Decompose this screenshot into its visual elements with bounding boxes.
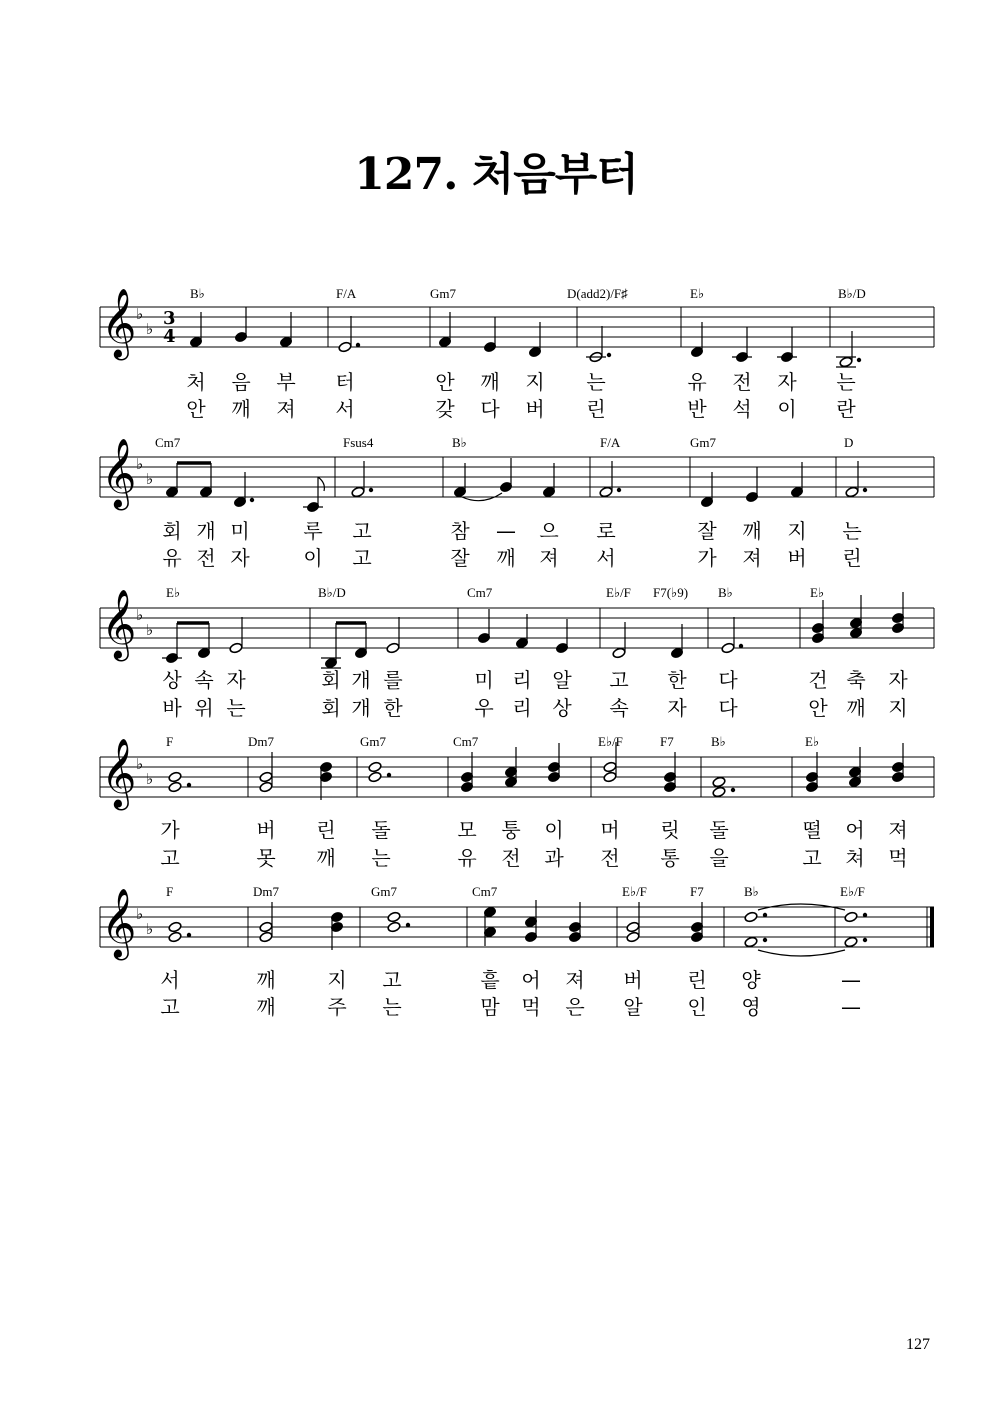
lyric: 돌 (709, 818, 729, 842)
flat-icon: ♭ (136, 905, 144, 923)
notes (162, 592, 905, 669)
lyric: 으 (539, 519, 559, 543)
chord: Gm7 (430, 286, 456, 301)
treble-clef-icon: 𝄞 (101, 438, 137, 508)
lyric: 다 (718, 668, 738, 692)
staff-lines (100, 307, 934, 347)
lyric: 는 (842, 519, 862, 543)
lyric: 안 (435, 370, 455, 394)
lyric: 잘 (450, 546, 470, 570)
lyric: 지 (888, 696, 908, 720)
lyric: 전 (501, 846, 521, 870)
lyric: 깨 (316, 846, 336, 870)
flat-icon: ♭ (146, 770, 154, 788)
lyric: 주 (327, 995, 347, 1019)
lyric: 바 (162, 696, 182, 720)
lyric: 버 (256, 818, 276, 842)
flat-icon: ♭ (146, 621, 154, 639)
lyric: 린 (842, 546, 862, 570)
chord: F7 (660, 734, 674, 749)
system-3 (100, 585, 934, 720)
lyric: 맘 (480, 995, 500, 1019)
lyric: 버 (525, 397, 545, 421)
lyric: — (841, 995, 861, 1019)
lyric: 쳐 (845, 846, 865, 870)
lyric: 이 (303, 546, 323, 570)
lyric: 리 (512, 668, 532, 692)
lyric: 고 (352, 519, 372, 543)
lyric: 터 (335, 370, 355, 394)
chord: F (166, 884, 174, 899)
flat-icon: ♭ (146, 920, 154, 938)
chord-symbols (166, 585, 824, 600)
system-1 (100, 286, 934, 421)
lyric: 처 (186, 370, 206, 394)
system-2 (100, 435, 934, 570)
lyric: 자 (777, 370, 797, 394)
lyric: 어 (845, 818, 865, 842)
lyric: 자 (230, 546, 250, 570)
flat-icon: ♭ (136, 455, 144, 473)
lyric: 란 (836, 397, 856, 421)
lyrics-verse-1 (160, 968, 861, 992)
lyric: 자 (888, 668, 908, 692)
lyric: 축 (846, 668, 866, 692)
lyric: 고 (609, 668, 629, 692)
lyric: 린 (316, 818, 336, 842)
lyric: 고 (352, 546, 372, 570)
lyric: 고 (160, 995, 180, 1019)
chord: Dm7 (253, 884, 279, 899)
lyric: 못 (256, 846, 276, 870)
lyric: 릿 (660, 818, 680, 842)
lyric: 지 (787, 519, 807, 543)
flat-icon: ♭ (146, 470, 154, 488)
chord: B♭ (718, 585, 733, 600)
lyric: 지 (327, 968, 347, 992)
lyric: 린 (687, 968, 707, 992)
lyric: 를 (383, 668, 403, 692)
chord: Cm7 (472, 884, 498, 899)
chord: B♭ (190, 286, 205, 301)
treble-clef-icon: 𝄞 (101, 888, 137, 958)
lyric: 상 (162, 668, 182, 692)
lyric: 영 (741, 995, 761, 1019)
lyric: 회 (162, 519, 182, 543)
chord-symbols (166, 884, 865, 899)
lyric: 반 (687, 397, 707, 421)
lyric: 위 (194, 696, 214, 720)
lyric: 가 (160, 818, 180, 842)
lyric: 안 (186, 397, 206, 421)
chord: Gm7 (690, 435, 716, 450)
chord: B♭/D (318, 585, 346, 600)
lyric: 잘 (697, 519, 717, 543)
time-signature-bottom: 4 (163, 326, 176, 347)
lyric: 리 (512, 696, 532, 720)
lyric: 모 (457, 818, 477, 842)
lyric: 자 (226, 668, 246, 692)
lyric: 서 (335, 397, 355, 421)
chord: B♭/D (838, 286, 866, 301)
chord: B♭ (452, 435, 467, 450)
lyric: 은 (565, 995, 585, 1019)
chord: Cm7 (467, 585, 493, 600)
lyric: 어 (521, 968, 541, 992)
lyric: 다 (480, 397, 500, 421)
lyric: 떨 (802, 818, 822, 842)
lyric: 버 (623, 968, 643, 992)
chord: F7(♭9) (653, 585, 689, 600)
lyric: 로 (596, 519, 616, 543)
lyric: 양 (741, 968, 761, 992)
lyric: 이 (544, 818, 564, 842)
time-signature-top: 3 (163, 308, 176, 329)
notes (168, 742, 905, 800)
lyric: 는 (382, 995, 402, 1019)
lyrics-verse-1 (162, 668, 908, 692)
lyric: 속 (194, 668, 214, 692)
lyrics-verse-2 (160, 846, 907, 870)
lyric: 상 (552, 696, 572, 720)
chord: E♭/F (840, 884, 865, 899)
chord: D (844, 435, 854, 450)
staff-lines (100, 907, 934, 947)
chord-symbols (166, 734, 819, 749)
lyric: 알 (623, 995, 643, 1019)
lyric: 고 (382, 968, 402, 992)
lyric: 부 (276, 370, 296, 394)
lyric: 한 (667, 668, 687, 692)
page-number: 127 (906, 1336, 930, 1353)
lyric: 서 (160, 968, 180, 992)
lyric: 개 (351, 668, 371, 692)
lyric: 음 (231, 370, 251, 394)
lyric: 통 (660, 846, 680, 870)
lyric: 머 (600, 818, 620, 842)
lyric: 을 (709, 846, 729, 870)
lyric: 유 (687, 370, 707, 394)
chord: D(add2)/F♯ (567, 286, 628, 301)
lyrics-verse-2 (160, 995, 861, 1019)
lyric: 유 (457, 846, 477, 870)
staff-lines (100, 457, 934, 497)
lyric: 깨 (480, 370, 500, 394)
lyric: 다 (718, 696, 738, 720)
lyric: 서 (596, 546, 616, 570)
lyric: 고 (802, 846, 822, 870)
lyric: 는 (226, 696, 246, 720)
flat-icon: ♭ (136, 755, 144, 773)
lyric: 흩 (480, 968, 500, 992)
lyric: 루 (303, 519, 323, 543)
lyrics-verse-1 (162, 519, 861, 543)
lyrics-verse-2 (162, 696, 907, 720)
lyrics-verse-2 (186, 397, 856, 421)
lyric: 개 (196, 519, 216, 543)
lyric: 회 (321, 696, 341, 720)
lyric: 전 (732, 370, 752, 394)
chord: E♭/F (622, 884, 647, 899)
lyric: — (841, 968, 861, 992)
treble-clef-icon: 𝄞 (101, 738, 137, 808)
lyric: 고 (160, 846, 180, 870)
lyric: 유 (162, 546, 182, 570)
chord: Cm7 (155, 435, 181, 450)
chord: Fsus4 (343, 435, 374, 450)
lyrics-verse-2 (162, 546, 861, 570)
lyric: 져 (539, 546, 559, 570)
lyric: 전 (600, 846, 620, 870)
chord: F (166, 734, 174, 749)
song-title: 127. 처음부터 (354, 149, 638, 200)
lyric: 갖 (435, 397, 455, 421)
chord: E♭ (166, 585, 181, 600)
lyrics-verse-1 (160, 818, 907, 842)
lyric: 우 (474, 696, 494, 720)
notes (168, 900, 867, 956)
chord-symbols (155, 435, 853, 450)
lyric: 깨 (496, 546, 516, 570)
lyric: 져 (276, 397, 296, 421)
lyric: 가 (697, 546, 717, 570)
lyric: 알 (552, 668, 572, 692)
lyric: 깨 (256, 968, 276, 992)
chord: F/A (336, 286, 357, 301)
notes (165, 458, 866, 513)
chord: E♭ (805, 734, 820, 749)
lyric: 버 (787, 546, 807, 570)
lyric: 이 (777, 397, 797, 421)
chord: E♭ (810, 585, 825, 600)
treble-clef-icon: 𝄞 (101, 589, 137, 659)
lyric: 린 (586, 397, 606, 421)
chord: Gm7 (371, 884, 397, 899)
lyric: 미 (474, 668, 494, 692)
chord: E♭/F (606, 585, 631, 600)
chord: B♭ (744, 884, 759, 899)
lyric: 회 (321, 668, 341, 692)
lyric: — (496, 519, 516, 543)
lyric: 한 (383, 696, 403, 720)
lyric: 건 (808, 668, 828, 692)
lyric: 깨 (231, 397, 251, 421)
lyric: 져 (888, 818, 908, 842)
lyric: 지 (525, 370, 545, 394)
lyric: 깨 (846, 696, 866, 720)
lyric: 돌 (371, 818, 391, 842)
chord: Gm7 (360, 734, 386, 749)
flat-icon: ♭ (136, 606, 144, 624)
lyric: 퉁 (501, 818, 521, 842)
lyrics-verse-1 (186, 370, 855, 394)
lyric: 과 (544, 846, 564, 870)
chord: F7 (690, 884, 704, 899)
lyric: 는 (586, 370, 606, 394)
lyric: 먹 (888, 846, 908, 870)
lyric: 먹 (521, 995, 541, 1019)
chord: Dm7 (248, 734, 274, 749)
lyric: 져 (565, 968, 585, 992)
lyric: 미 (230, 519, 250, 543)
lyric: 석 (732, 397, 752, 421)
lyric: 져 (742, 546, 762, 570)
lyric: 는 (836, 370, 856, 394)
lyric: 개 (351, 696, 371, 720)
lyric: 전 (196, 546, 216, 570)
chord-symbols (190, 286, 866, 301)
chord: E♭/F (598, 734, 623, 749)
lyric: 안 (808, 696, 828, 720)
lyric: 참 (450, 519, 470, 543)
chord: E♭ (690, 286, 705, 301)
lyric: 인 (687, 995, 707, 1019)
chord: Cm7 (453, 734, 479, 749)
flat-icon: ♭ (136, 305, 144, 323)
lyric: 자 (667, 696, 687, 720)
flat-icon: ♭ (146, 320, 154, 338)
lyric: 깨 (256, 995, 276, 1019)
lyric: 는 (371, 846, 391, 870)
treble-clef-icon: 𝄞 (101, 288, 137, 358)
lyric: 속 (609, 696, 629, 720)
system-5 (100, 884, 934, 1019)
system-4 (100, 734, 934, 870)
chord: F/A (600, 435, 621, 450)
chord: B♭ (711, 734, 726, 749)
lyric: 깨 (742, 519, 762, 543)
